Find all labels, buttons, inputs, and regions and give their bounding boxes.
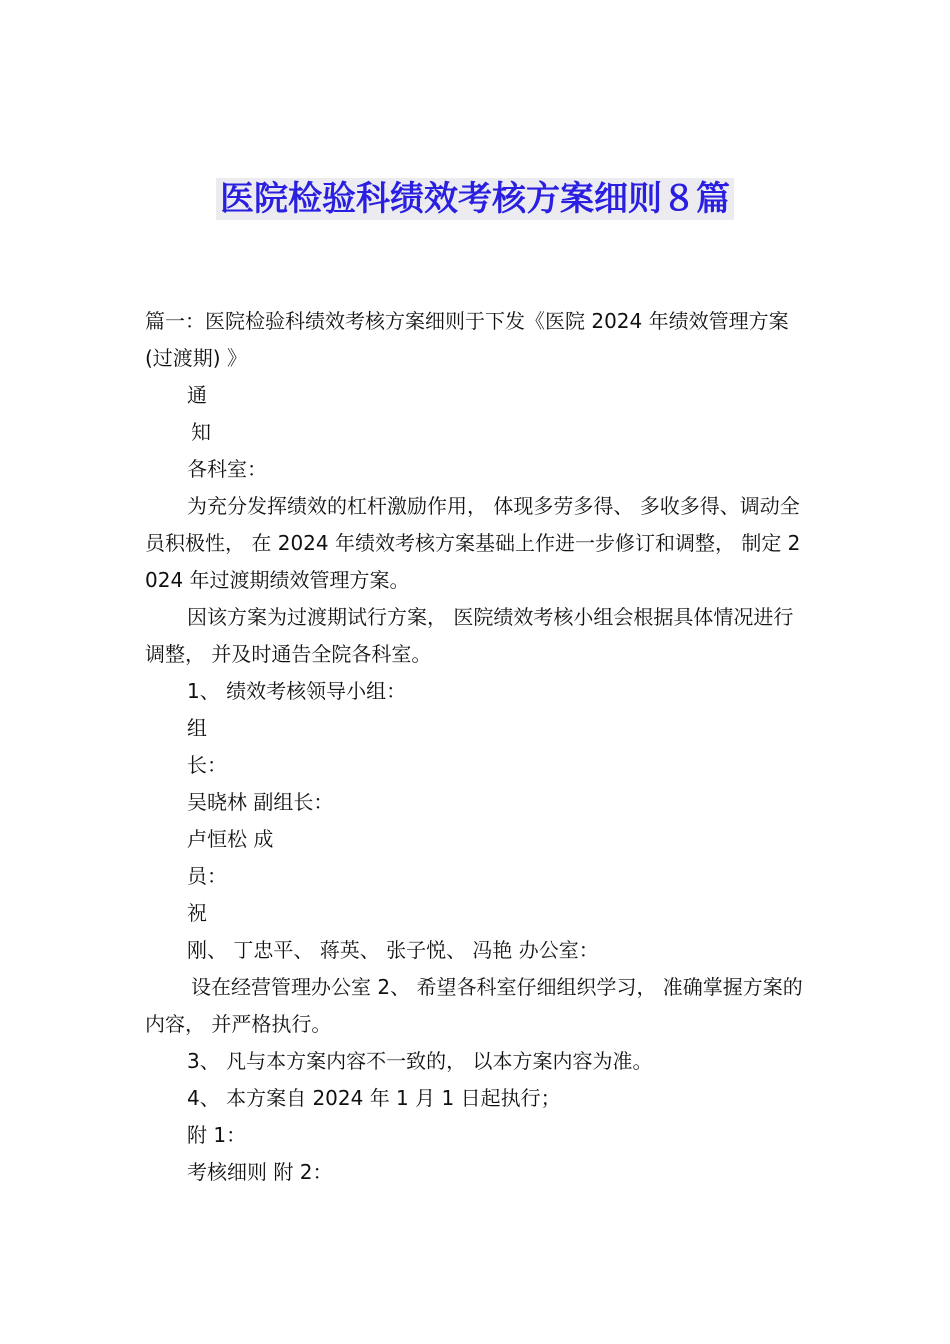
document-body	[145, 303, 810, 1191]
document-title: 医院检验科绩效考核方案细则８篇	[216, 178, 734, 220]
paragraph-deputy: 卢恒松 成	[187, 827, 274, 851]
paragraph-item-4: 4、 本方案自 2024 年 1 月 1 日起执行；	[187, 1086, 561, 1110]
paragraph-appendix-1: 附 1：	[187, 1123, 247, 1147]
paragraph-tong: 通	[187, 383, 207, 407]
paragraph-salutation: 各科室：	[187, 457, 267, 481]
paragraph-item-1: 1、 绩效考核领导小组：	[187, 679, 407, 703]
paragraph-appendix-2: 考核细则 附 2：	[187, 1160, 333, 1184]
paragraph-yuan: 员：	[187, 864, 227, 888]
paragraph-zhang: 长：	[187, 753, 227, 777]
paragraph-leader: 吴晓林 副组长：	[187, 790, 334, 814]
paragraph-zhi: 知	[191, 420, 211, 444]
paragraph-transition: 因该方案为过渡期试行方案， 医院绩效考核小组会根据具体情况进行调整， 并及时通告全院各科室。	[145, 605, 794, 666]
paragraph-intro: 篇一：医院检验科绩效考核方案细则于下发《医院 2024 年绩效管理方案(过渡期) 》	[145, 309, 789, 370]
paragraph-zu: 组	[187, 716, 207, 740]
paragraph-item-3: 3、 凡与本方案内容不一致的， 以本方案内容为准。	[187, 1049, 653, 1073]
paragraph-purpose: 为充分发挥绩效的杠杆激励作用， 体现多劳多得、 多收多得、调动全员积极性， 在 2024 年绩效考核方案基础上作进一步修订和调整， 制定 2024 年过渡期绩效管理方案。	[145, 494, 801, 592]
paragraph-office: 设在经营管理办公室 2、 希望各科室仔细组织学习， 准确掌握方案的内容， 并严格执行。	[145, 975, 803, 1036]
paragraph-members: 刚、 丁忠平、 蒋英、 张子悦、 冯艳 办公室：	[187, 938, 599, 962]
title-container	[0, 178, 950, 220]
paragraph-zhu: 祝	[187, 901, 207, 925]
